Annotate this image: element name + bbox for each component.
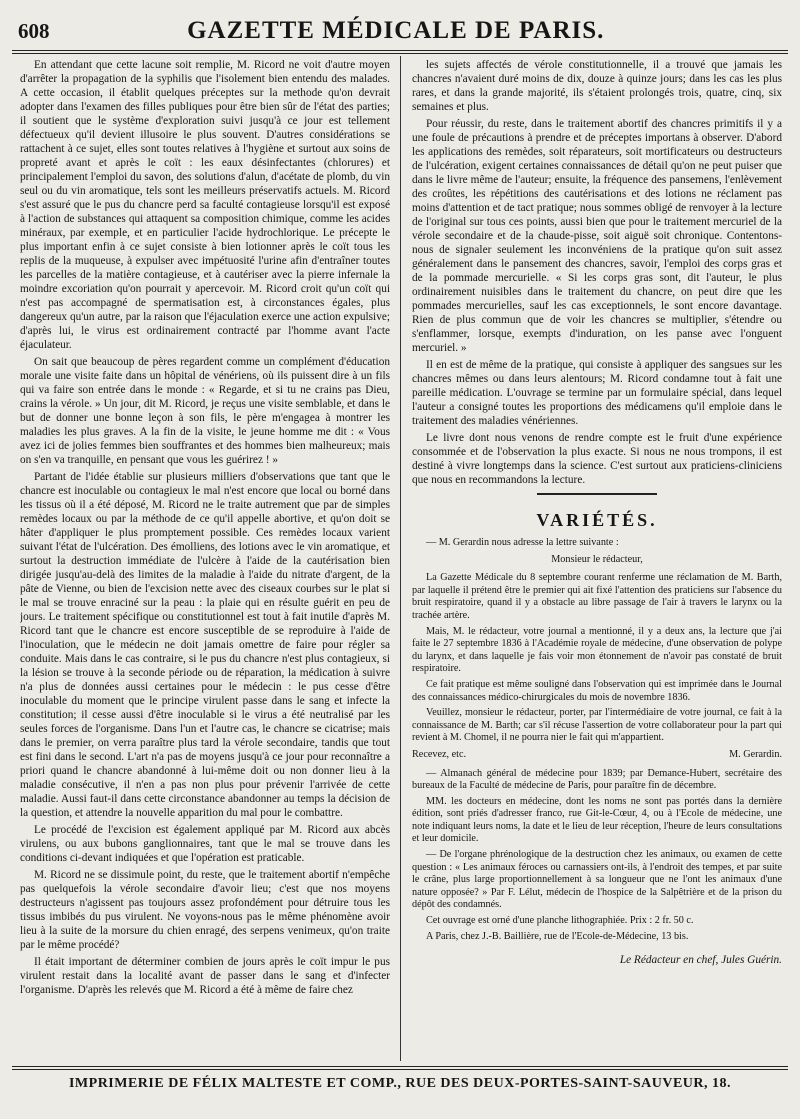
letter-paragraph: Veuillez, monsieur le rédacteur, porter, par l'intermédiaire de votre journal, ce fait à la connaissance de M. Barth; car s'il récuse l'assertion de votre collaborateur pour la part qui revient à M. Chomel, il ne pourra nier le fait qui m'appartient. [412,707,782,744]
journal-title: GAZETTE MÉDICALE DE PARIS. [187,17,605,44]
paragraph: Pour réussir, du reste, dans le traitement abortif des chancres primitifs il y a une foule de précautions à prendre et de préceptes importans à observer. D'abord les applications des remèdes, soit réparateurs, soit mortificateurs ou destructeurs de l'ulcération, exigent certaines connaissances de détail qu'on ne peut puiser que dans le livre même de l'auteur; ensuite, la fréquence des pansemens, l'enlèvement des croûtes, les répétitions des cautérisations et des lotions ne réclament pas moins d'attention et de tact pratique; nous sommes obligé de renvoyer à la lecture de l'original sur tous ces points, aussi bien que pour le traitement mercuriel de la vérole secondaire et de la chaude-pisse, soit aiguë soit chronique. Contentons-nous de signaler seulement les inconvéniens de la pratique qu'on suit assez généralement dans le pansement des chancres, savoir, l'emploi des corps gras et de la pommade mercurielle. « Si les corps gras sont, dit l'auteur, le plus ordinairement nuisibles dans le traitement du chancre, on peut dire que les pommades mercurielles, sauf les cas exceptionnels, le sont encore davantage. Rien de plus commun que de voir les chancres se multiplier, s'étendre ou s'enflammer, lorsque, exempts d'induration, on les panse avec l'onguent mercuriel. » [412,118,782,354]
left-column [20,58,390,1058]
paragraph: Le livre dont nous venons de rendre compte est le fruit d'une expérience consommée et de l'observation la plus exacte. Si nous ne nous trompons, il est destiné à vivre longtemps dans la science. C'est surtout aux praticiens-cliniciens que nous en recommandons la lecture. [412,432,782,486]
header-rule [12,50,788,54]
notice: Cet ouvrage est orné d'une planche lithographiée. Prix : 2 fr. 50 c. [426,915,694,927]
letter-intro: — M. Gerardin nous adresse la lettre suivante : [426,537,619,548]
column-divider [400,56,401,1061]
paragraph: On sait que beaucoup de pères regardent comme un complément d'éducation morale une visite faite dans un hôpital de vénériens, où ils puissent dire à un fils qui va faire son entrée dans le monde : « Regarde, et si tu ne crains pas Dieu, crains la vérole. » Un jour, dit M. Ricord, je reçus une visite semblable, et dans le but de donner une bonne leçon à son fils, le père m'engagea à montrer les maladies les plus graves. A la fin de la visite, le jeune homme me dit : « Vous avez ici de jolies femmes bien souffrantes et des hommes bien malheureux; mais on s'en va tranquille, en pensant que vous les guérirez ! » [20,356,390,466]
paragraph: Le procédé de l'excision est également appliqué par M. Ricord aux abcès virulens, ou aux bubons ganglionnaires, tant que le mal se trouve dans les conditions ci-devant indiquées et que l'opération est praticable. [20,824,390,864]
notice: A Paris, chez J.-B. Baillière, rue de l'Ecole-de-Médecine, 13 bis. [426,930,689,942]
paragraph: En attendant que cette lacune soit remplie, M. Ricord ne voit d'autre moyen d'arrêter la propagation de la syphilis que l'isolement bien entendu des malades. A cette occasion, il établit quelques préceptes sur la methode qu'on devrait adopter dans l'examen des filles publiques pour être bien sûr de l'état des parties; il soutient que le système d'exploration suivi jusqu'à ce jour est tellement défectueux qu'il devient illusoire le plus souvent. D'autres considérations se rattachent à ce sujet, elles sont toutes relatives à l'hygiène et surtout aux soins de propreté avant et après le coït : les eaux désinfectantes (chlorures) et principalement l'emploi du savon, des solutions d'alun, d'acétate de plomb, du vin seul ou du vin aromatique, tels sont les meilleurs préservatifs actuels. M. Ricord s'est assuré que le pus du chancre perd sa faculté contagieuse lorsqu'il est exposé à l'action de substances qui attaquent sa composition chimique, comme les acides minéraux, par exemple, et en particulier l'acide hydrochlorique. Le précepte le plus important enfin à ce sujet consiste à bien lotionner après le coït tous les replis de la muqueuse, à expulser avec impétuosité l'urine afin d'entraîner toutes les parcelles de la matière contagieuse, et à cautériser avec la pierre infernale la moindre excoriation qu'on pourrait y apercevoir. M. Ricord croit qu'un coït qui n'est pas accompagné de spermatisation est, à circonstances égales, plus dangereux qu'un autre, par la raison que l'éjaculation exerce une action expulsive; d'après lui, le virus est ordinairement contracté par l'homme avant l'acte éjaculateur. [20,59,390,351]
right-column [412,58,782,1058]
closing: Recevez, etc. [412,748,467,760]
footer-rule [12,1066,788,1070]
notice: — Almanach général de médecine pour 1839; par Demance-Hubert, secrétaire des bureaux de la Faculté de médecine de Paris, pour paraître fin de décembre. [412,767,782,792]
salutation: Monsieur le rédacteur, [551,553,643,565]
notice: MM. les docteurs en médecine, dont les noms ne sont pas portés dans la dernière édition, sont priés d'adresser franco, rue Git-le-Cœur, 4, ou à l'Ecole de médecine, une note indiquant leurs noms, la date et le lieu de leur réception, l'heure de leurs consultations et leur domicile. [412,795,782,845]
paragraph: les sujets affectés de vérole constitutionnelle, il a trouvé que jamais les chancres n'avaient duré moins de dix, douze à quinze jours; dans les cas les plus rares, et dans la grande majorité, ils s'étaient prolongés trois, quatre, cinq, six semaines et plus. [412,59,782,113]
page-header [18,14,782,48]
editor-line: Le Rédacteur en chef, Jules Guérin. [619,954,782,967]
letter-signature [412,749,782,762]
letter-paragraph: Mais, M. le rédacteur, votre journal a mentionné, il y a deux ans, la lecture que j'ai faite le 27 septembre 1836 à l'Académie royale de médecine, d'une observation de polype du larynx, et dans laquelle je fais voir mon étonnement de n'avoir pas constaté de bruit respiratoire. [412,625,782,675]
section-title: VARIÉTÉS. [536,510,658,530]
paragraph: Partant de l'idée établie sur plusieurs milliers d'observations que tant que le chancre est inoculable ou contagieux le mal n'est encore que local ou borné dans les tissus où il a été déposé, M. Ricord ne le traite autrement que par de simples remèdes locaux ou par la méthode de ce qu'il appelle abortive, et qu'on doit se hâter d'appliquer le plus promptement possible. Ces remèdes locaux varient suivant l'état de l'ulcération. Des émolliens, des lotions avec le vin aromatique, et surtout la destruction immédiate de l'ulcère à l'aide de la cautérisation bien dirigée jusqu'au-delà des limites de la maladie à l'aide du nitrate d'argent, de la pâte de Vienne, ou bien de l'excision nette avec des ciseaux courbes sur le plat si le mal se trouve enraciné sur la peau : la plaie qui en résulte guérit en peu de jours. Le traitement spécifique ou constitutionnel est tout à fait inutile d'après M. Ricord tant que le chancre est encore susceptible de se reproduire à l'aide de l'inoculation, que le médecin ne doit jamais omettre de faire pour régler sa conduite. Mais dans le cas contraire, si le pus du chancre n'est plus contagieux, si la lésion se trouve à la seconde période ou de réparation, la médication à suivre n'a plus de données aussi certaines pour le médecin : le pus cesse d'être inoculable du moment que le principe virulent passe dans le sang et infecte la constitution; il cesse aussi d'être inoculable si le virus a été neutralisé par les seules forces de l'organisme. Dans l'un et l'autre cas, le chancre se cicatrise; mais dans le premier, on verra paraître plus tard la vérole secondaire, tandis que tout est fini dans le second. L'art n'a pas de moyens jusqu'à ce jour pour reconnaître a priori quand le chancre abandonné à lui-même doit ou non donner lieu à la maladie consécutive, il n'en a pas non plus pour prévenir l'arrivée de cette maladie. Aussi faut-il dans cette circonstance abandonner au temps la décision de la question, et attendre la nouvelle apparition du mal pour le combattre. [20,471,390,819]
section-rule [537,493,657,495]
letter-paragraph: La Gazette Médicale du 8 septembre courant renferme une réclamation de M. Barth, par laquelle il prétend être le premier qui ait fixé l'attention des praticiens sur l'absence du bruit respiratoire, quand il y a obstacle au libre passage de l'air à travers le larynx ou la trachée artère. [412,572,782,621]
signer: M. Gerardin. [729,748,782,760]
paragraph: Il en est de même de la pratique, qui consiste à appliquer des sangsues sur les chancres mêmes ou dans leurs alentours; M. Ricord condamne tout à fait une pareille médication. L'ouvrage se termine par un formulaire spécial, dans lequel l'auteur a consigné toutes les proportions des médicamens qu'il emploie dans le traitement des maladies vénériennes. [412,359,782,427]
letter-block [412,537,782,943]
paragraph: M. Ricord ne se dissimule point, du reste, que le traitement abortif n'empêche pas quelquefois la vérole secondaire d'avoir lieu; c'est que nos moyens destructeurs n'agissent pas toujours assez profondément pour détruire tous les tissus imbibés du pus virulent. Ne voyons-nous pas le même phénomène avoir lieu à la suite de la morsure du chien enragé, des serpens venimeux, qu'on traite par le même procédé? [20,869,390,951]
paragraph: Il était important de déterminer combien de jours après le coït impur le pus virulent restait dans la localité avant de passer dans le sang et d'infecter l'organisme. D'après les relevés que M. Ricord a été à même de faire chez [20,956,390,996]
printer-imprint: IMPRIMERIE DE FÉLIX MALTESTE ET COMP., RUE DES DEUX-PORTES-SAINT-SAUVEUR, 18. [68,1076,732,1091]
letter-paragraph: Ce fait pratique est même souligné dans l'observation qui est imprimée dans le Journal des connaissances médico-chirurgicales du mois de novembre 1836. [412,678,782,703]
page-number: 608 [18,18,50,43]
notice: — De l'organe phrénologique de la destruction chez les animaux, ou examen de cette question : « Les animaux féroces ou carnassiers ont-ils, à l'endroit des tempes, et par suite le crâne, plus large proportionnellement à sa longueur que ne l'ont les animaux d'une nature opposée? » Par F. Lélut, médecin de l'hospice de la Salpêtrière et de la prison du dépôt des condamnés. [412,849,782,911]
